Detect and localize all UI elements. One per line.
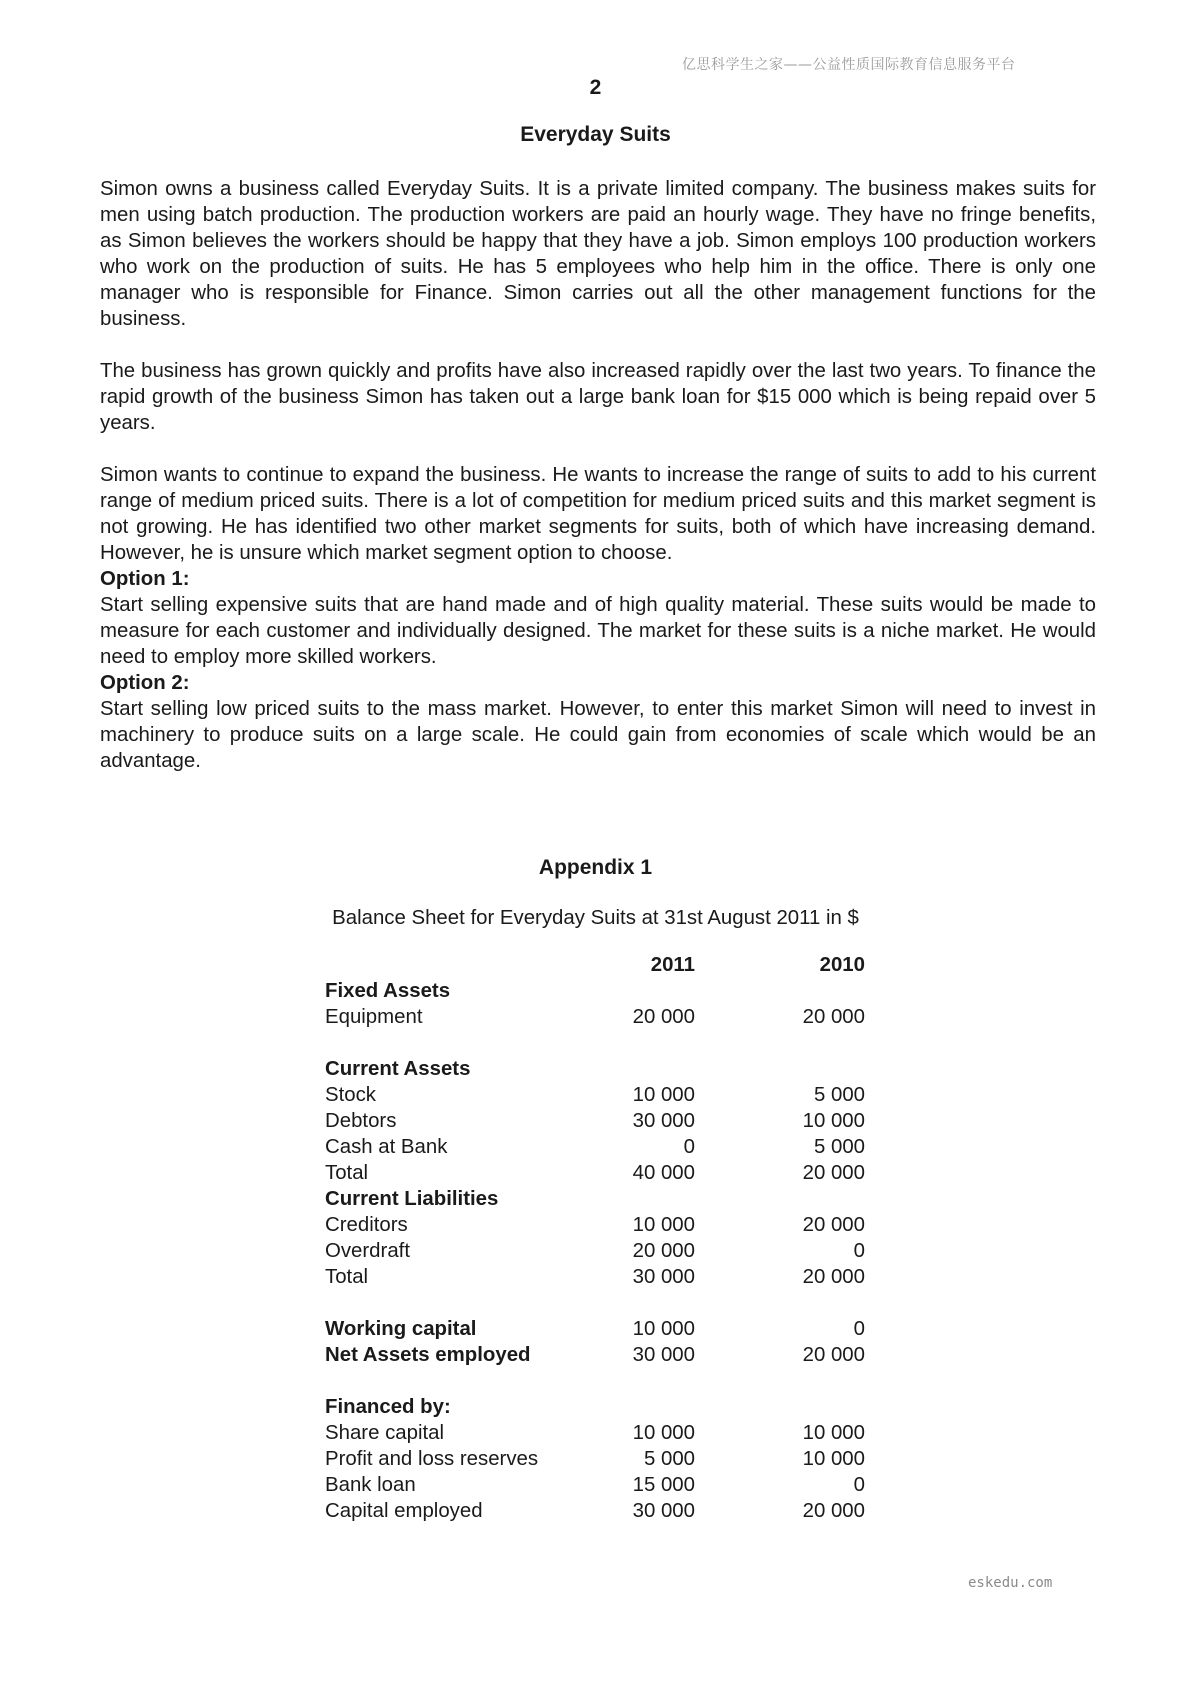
balance-sheet-header-row [325,952,865,978]
appendix-title: Appendix 1 [538,856,653,879]
value-2011: 10 000 [632,1214,695,1236]
case-study-body [100,176,1096,774]
value-2010: 10 000 [802,1110,865,1132]
table-row [325,1420,865,1446]
value-2011: 30 000 [632,1266,695,1288]
value-2011: 10 000 [632,1318,695,1340]
page-number: 2 [589,76,602,99]
balance-sheet-caption: Balance Sheet for Everyday Suits at 31st August 2011 in $ [332,907,859,929]
row-label: Share capital [325,1422,445,1444]
table-row [325,1108,865,1134]
table-row [325,1264,865,1290]
row-label: Capital employed [325,1500,483,1522]
row-label: Cash at Bank [325,1136,448,1158]
table-row [325,978,865,1004]
section-heading: Financed by: [325,1396,451,1418]
value-2010: 5 000 [813,1084,865,1106]
balance-sheet-table [325,952,865,1524]
table-row [325,1134,865,1160]
column-header-2011: 2011 [650,954,695,976]
table-row [325,1342,865,1368]
table-row [325,1212,865,1238]
value-2011: 15 000 [632,1474,695,1496]
value-2010: 10 000 [802,1422,865,1444]
value-2011: 30 000 [632,1110,695,1132]
watermark-footer: eskedu.com [968,1575,1053,1591]
row-label: Net Assets employed [325,1344,531,1366]
table-row [325,1082,865,1108]
row-label: Bank loan [325,1474,416,1496]
table-row [325,1394,865,1420]
value-2011: 10 000 [632,1084,695,1106]
section-heading: Current Assets [325,1058,471,1080]
row-label: Total [325,1162,369,1184]
section-heading: Current Liabilities [325,1188,499,1210]
paragraph-intro: Simon owns a business called Everyday Suits. It is a private limited company. The business makes suits for men using batch production. The production workers are paid an hourly wage. They have no fringe benefits, as Simon believes the workers should be happy that they have a job. Simon employs 100 production workers who work on the production of suits. He has 5 employees who help him in the office. There is only one manager who is responsible for Finance. Simon carries out all the other management functions for the business. [100,178,1096,330]
row-label: Working capital [325,1318,477,1340]
row-label: Debtors [325,1110,397,1132]
value-2010: 20 000 [802,1500,865,1522]
table-row [325,1160,865,1186]
table-row [325,1056,865,1082]
table-row [325,1186,865,1212]
option-1-text: Start selling expensive suits that are hand made and of high quality material. These suits would be made to measure for each customer and individually designed. The market for these suits is a niche market. He would need to employ more skilled workers. [100,594,1096,668]
value-2010: 20 000 [802,1344,865,1366]
value-2011: 20 000 [632,1006,695,1028]
table-row [325,1446,865,1472]
section-heading: Fixed Assets [325,980,451,1002]
table-row [325,1316,865,1342]
row-label: Profit and loss reserves [325,1448,539,1470]
value-2011: 10 000 [632,1422,695,1444]
option-2-text: Start selling low priced suits to the mass market. However, to enter this market Simon will need to invest in machinery to produce suits on a large scale. He could gain from economies of scale which would be an advantage. [100,698,1096,772]
table-row [325,1472,865,1498]
value-2010: 20 000 [802,1266,865,1288]
column-header-2010: 2010 [819,954,865,976]
value-2011: 30 000 [632,1500,695,1522]
document-title: Everyday Suits [520,123,671,146]
watermark-header: 亿思科学生之家——公益性质国际教育信息服务平台 [682,57,1016,73]
option-1-heading: Option 1: [100,568,190,590]
value-2011: 40 000 [632,1162,695,1184]
value-2010: 10 000 [802,1448,865,1470]
value-2011: 30 000 [632,1344,695,1366]
value-2010: 0 [853,1474,865,1496]
value-2011: 0 [683,1136,695,1158]
table-row [325,1004,865,1030]
value-2011: 5 000 [643,1448,695,1470]
paragraph-expansion: Simon wants to continue to expand the business. He wants to increase the range of suits to add to his current range of medium priced suits. There is a lot of competition for medium priced suits and this market segment is not growing. He has identified two other market segments for suits, both of which have increasing demand. However, he is unsure which market segment option to choose. [100,464,1096,564]
value-2010: 20 000 [802,1006,865,1028]
value-2010: 20 000 [802,1214,865,1236]
value-2011: 20 000 [632,1240,695,1262]
row-label: Overdraft [325,1240,410,1262]
option-2-heading: Option 2: [100,672,190,694]
table-row [325,1498,865,1524]
row-label: Total [325,1266,369,1288]
row-label: Stock [325,1084,376,1106]
paragraph-growth: The business has grown quickly and profits have also increased rapidly over the last two years. To finance the rapid growth of the business Simon has taken out a large bank loan for $15 000 which is being repaid over 5 years. [100,360,1096,434]
value-2010: 0 [853,1318,865,1340]
row-label: Creditors [325,1214,408,1236]
value-2010: 20 000 [802,1162,865,1184]
value-2010: 0 [853,1240,865,1262]
table-row [325,1238,865,1264]
row-label: Equipment [325,1006,423,1028]
value-2010: 5 000 [813,1136,865,1158]
